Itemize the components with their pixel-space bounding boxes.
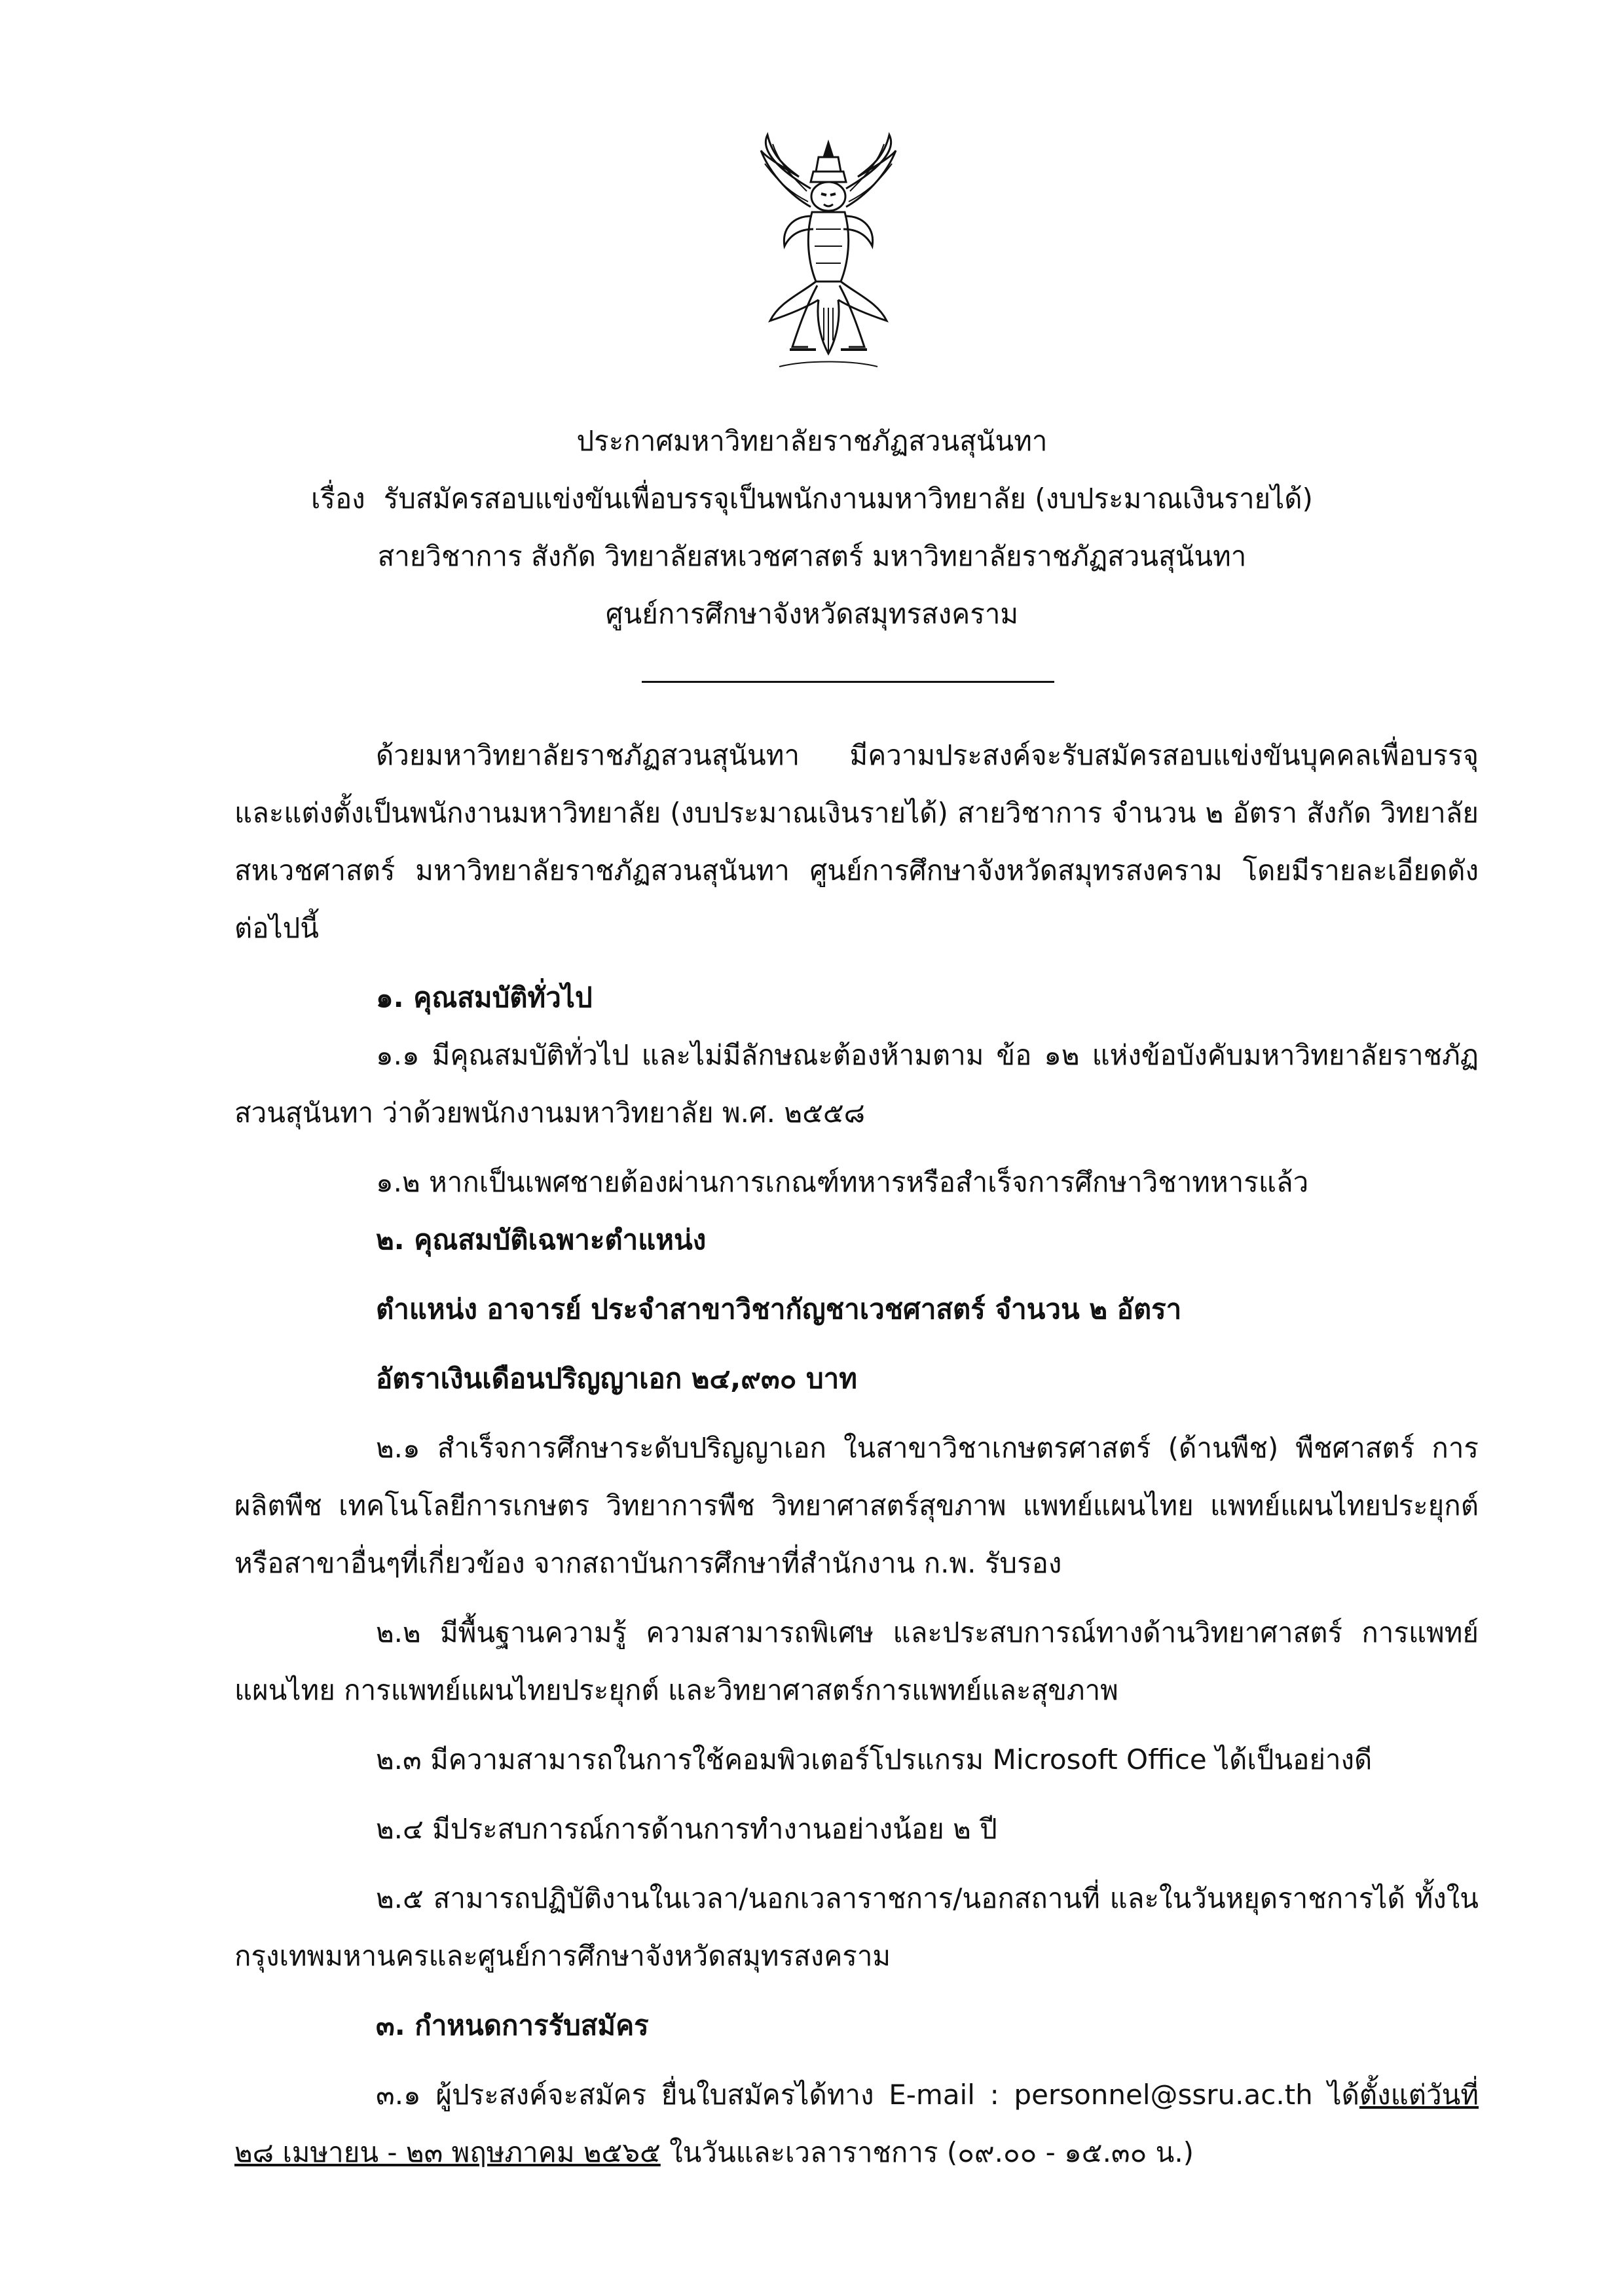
- section1-item-1: ๑.๑ มีคุณสมบัติทั่วไป และไม่มีลักษณะต้องห้ามตาม ข้อ ๑๒ แห่งข้อบังคับมหาวิทยาลัยราชภัฏสวนสุนันทา ว่าด้วยพนักงานมหาวิทยาลัย พ.ศ. ๒๕๕๘: [234, 1039, 1479, 1129]
- announcement-title: ประกาศมหาวิทยาลัยราชภัฏสวนสุนันทา: [576, 425, 1048, 457]
- section3-heading: ๓. กำหนดการรับสมัคร: [376, 2009, 649, 2041]
- intro-paragraph: ด้วยมหาวิทยาลัยราชภัฏสวนสุนันทา มีความประสงค์จะรับสมัครสอบแข่งขันบุคคลเพื่อบรรจุและแต่งตั้งเป็นพนักงานมหาวิทยาลัย (งบประมาณเงินรายได้) สายวิชาการ จำนวน ๒ อัตรา สังกัด วิทยาลัยสหเวชศาสตร์ มหาวิทยาลัยราชภัฏสวนสุนันทา ศูนย์การศึกษาจังหวัดสมุทรสงคราม โดยมีรายละเอียดดังต่อไปนี้: [234, 739, 1479, 944]
- announcement-subject: [0, 470, 1624, 528]
- announcement-campus: ศูนย์การศึกษาจังหวัดสมุทรสงคราม: [605, 598, 1019, 630]
- section3-item-1-suffix: ในวันและเวลาราชการ (๐๙.๐๐ - ๑๕.๓๐ น.): [660, 2136, 1194, 2168]
- section1-item-2: ๑.๒ หากเป็นเพศชายต้องผ่านการเกณฑ์ทหารหรือสำเร็จการศึกษาวิชาทหารแล้ว: [376, 1166, 1309, 1198]
- section3-item-1: [234, 2066, 1479, 2181]
- section2-salary: อัตราเงินเดือนปริญญาเอก ๒๔,๙๓๐ บาท: [376, 1362, 857, 1394]
- subject-text: รับสมัครสอบแข่งขันเพื่อบรรจุเป็นพนักงานมหาวิทยาลัย (งบประมาณเงินรายได้): [383, 483, 1313, 515]
- section2-item-5: ๒.๕ สามารถปฏิบัติงานในเวลา/นอกเวลาราชการ/นอกสถานที่ และในวันหยุดราชการได้ ทั้งในกรุงเทพมหานครและศูนย์การศึกษาจังหวัดสมุทรสงคราม: [234, 1882, 1479, 1972]
- section2-item-2: ๒.๒ มีพื้นฐานความรู้ ความสามารถพิเศษ และประสบการณ์ทางด้านวิทยาศาสตร์ การแพทย์แผนไทย การแพทย์แผนไทยประยุกต์ และวิทยาศาสตร์การแพทย์และสุขภาพ: [234, 1616, 1479, 1706]
- announcement-affiliation: สายวิชาการ สังกัด วิทยาลัยสหเวชศาสตร์ มหาวิทยาลัยราชภัฏสวนสุนันทา: [377, 540, 1247, 572]
- header-divider: [642, 681, 1054, 683]
- announcement-body: [234, 727, 1479, 2181]
- section2-item-1: ๒.๑ สำเร็จการศึกษาระดับปริญญาเอก ในสาขาวิชาเกษตรศาสตร์ (ด้านพืช) พืชศาสตร์ การผลิตพืช เทคโนโลยีการเกษตร วิทยาการพืช วิทยาศาสตร์สุขภาพ แพทย์แผนไทย แพทย์แผนไทยประยุกต์ หรือสาขาอื่นๆที่เกี่ยวข้อง จากสถาบันการศึกษาที่สำนักงาน ก.พ. รับรอง: [234, 1432, 1479, 1579]
- garuda-emblem-icon: [753, 131, 904, 380]
- subject-label: เรื่อง: [311, 483, 365, 515]
- announcement-header: [0, 412, 1624, 643]
- section2-heading: ๒. คุณสมบัติเฉพาะตำแหน่ง: [376, 1224, 707, 1256]
- section2-item-3: ๒.๓ มีความสามารถในการใช้คอมพิวเตอร์โปรแกรม Microsoft Office ได้เป็นอย่างดี: [376, 1743, 1373, 1776]
- section3-item-1-prefix: ๓.๑ ผู้ประสงค์จะสมัคร ยื่นใบสมัครได้ทาง E-mail : personnel@ssru.ac.th ได้: [376, 2079, 1359, 2111]
- section2-position: ตำแหน่ง อาจารย์ ประจำสาขาวิชากัญชาเวชศาสตร์ จำนวน ๒ อัตรา: [376, 1293, 1182, 1325]
- section1-heading: ๑. คุณสมบัติทั่วไป: [376, 981, 593, 1013]
- application-period: ตั้งแต่วันที่ ๒๘ เมษายน - ๒๓ พฤษภาคม ๒๕๖๕: [234, 2079, 1479, 2168]
- section2-item-4: ๒.๔ มีประสบการณ์การด้านการทำงานอย่างน้อย ๒ ปี: [376, 1813, 997, 1845]
